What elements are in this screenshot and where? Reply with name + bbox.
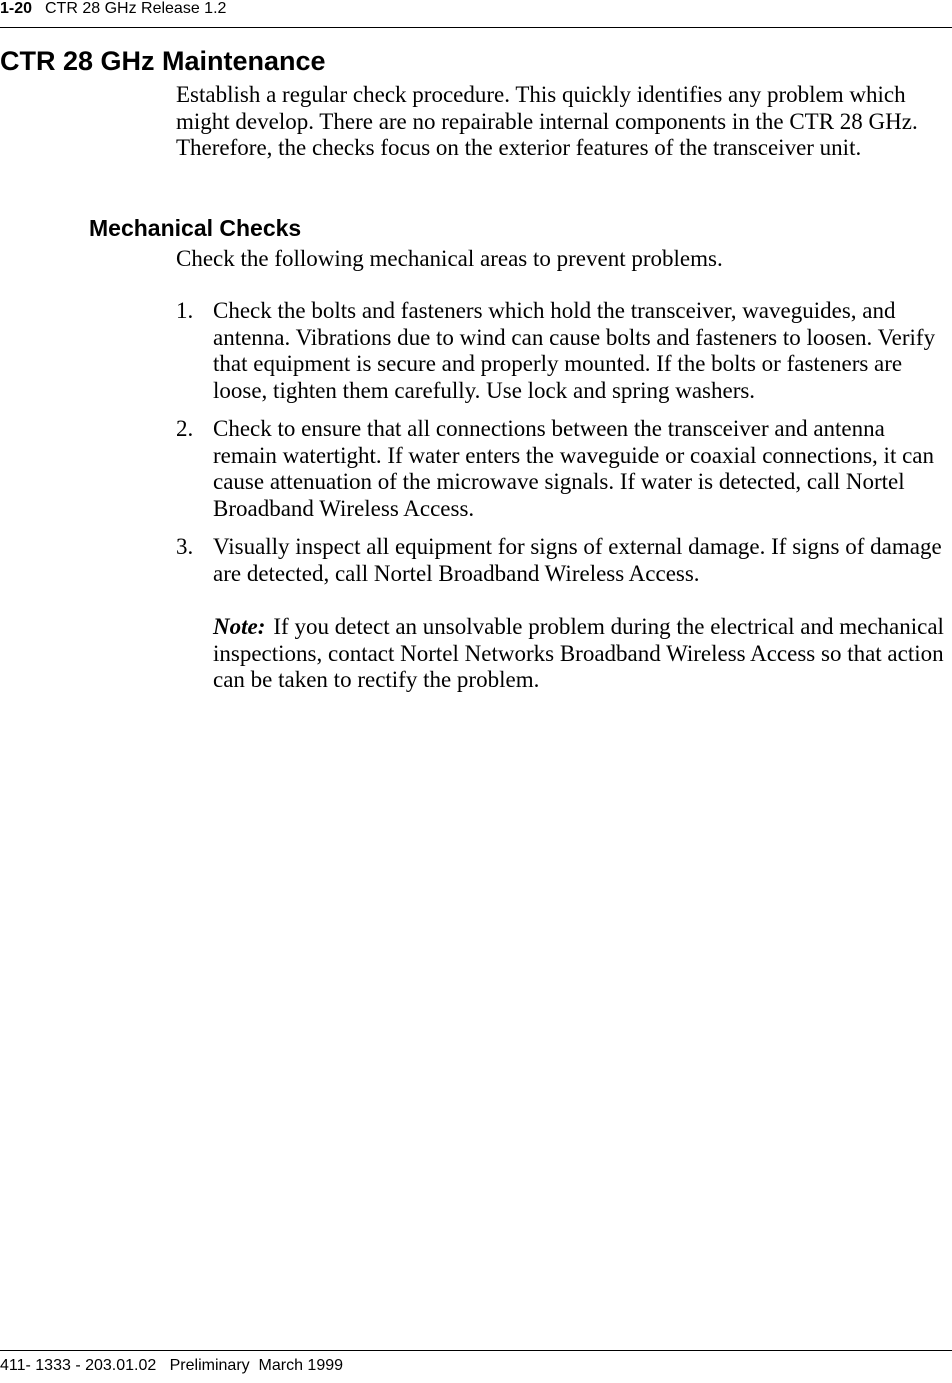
subsection-intro-paragraph: Check the following mechanical areas to prevent problems. [176,246,723,271]
list-item [176,416,948,522]
mechanical-checks-list [176,298,948,599]
list-item-text: Check the bolts and fasteners which hold the transceiver, waveguides, and antenna. Vibrations due to wind can cause bolts and fasteners to loosen. Verify that equipment is secure and properly mounted. If the bolts or fasteners are loose, tighten them carefully. Use lock and spring washers. [213,298,936,403]
header-doc-title: CTR 28 GHz Release 1.2 [45,0,227,17]
footer-status: Preliminary [169,1357,250,1374]
subsection-title: Mechanical Checks [89,215,302,241]
page-header [0,0,952,28]
list-item-text: Visually inspect all equipment for signs of external damage. If signs of damage are detected, call Nortel Broadband Wireless Access. [213,534,942,586]
note-paragraph [213,614,948,694]
list-item-number: 2. [176,416,194,441]
footer-doc-number: 411- 1333 - 203.01.02 [0,1357,157,1374]
list-item [176,298,948,404]
list-item-number: 3. [176,534,194,559]
section-intro-paragraph: Establish a regular check procedure. This quickly identifies any problem which might develop. There are no repairable internal components in the CTR 28 GHz. Therefore, the checks focus on the exterior features of the transceiver unit. [176,82,918,160]
list-item-number: 1. [176,298,194,323]
list-item-text: Check to ensure that all connections between the transceiver and antenna remain watertight. If water enters the waveguide or coaxial connections, it can cause attenuation of the microwave signals. If water is detected, call Nortel Broadband Wireless Access. [213,416,935,521]
footer-date: March 1999 [258,1357,344,1374]
page-footer [0,1350,952,1375]
section-title: CTR 28 GHz Maintenance [0,46,326,76]
page-number: 1-20 [0,0,33,17]
note-text: If you detect an unsolvable problem during the electrical and mechanical inspections, contact Nortel Networks Broadband Wireless Access so that action can be taken to rectify the problem. [213,614,944,692]
list-item [176,534,948,587]
note-label: Note: [213,614,266,639]
